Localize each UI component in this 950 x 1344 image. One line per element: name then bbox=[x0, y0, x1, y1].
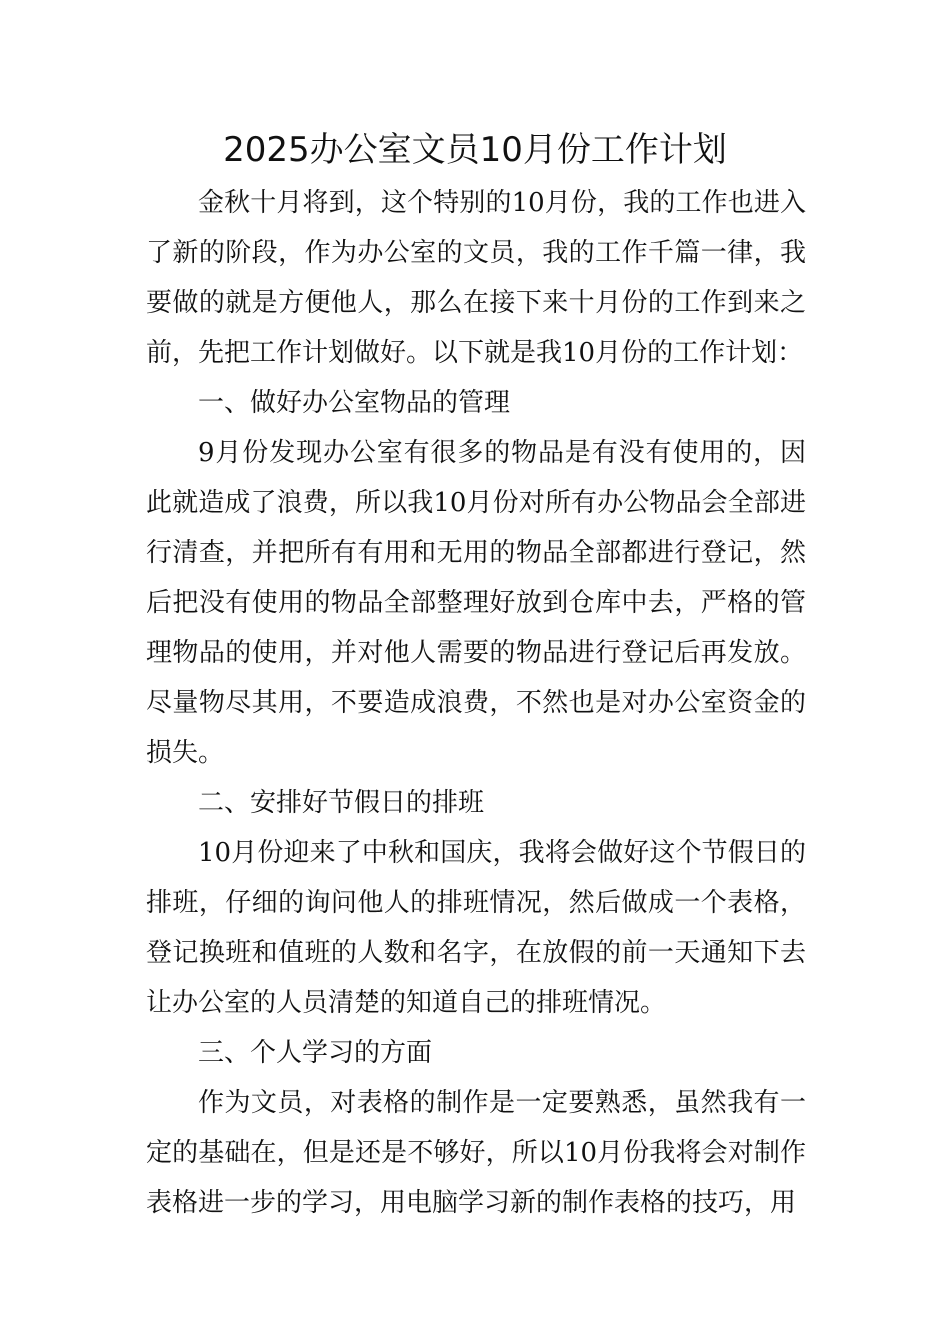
section-1-paragraph: 9月份发现办公室有很多的物品是有没有使用的，因此就造成了浪费，所以我10月份对所有办公物品会全部进行清查，并把所有有用和无用的物品全部都进行登记，然后把没有使用的物品全部整理好放到仓库中去，严格的管理物品的使用，并对他人需要的物品进行登记后再发放。尽量物尽其用，不要造成浪费，不然也是对办公室资金的损失。 bbox=[146, 438, 806, 768]
section-heading-1: 一、做好办公室物品的管理 bbox=[198, 388, 511, 418]
document-title: 2025办公室文员10月份工作计划 bbox=[223, 130, 727, 170]
section-heading-2: 二、安排好节假日的排班 bbox=[198, 788, 485, 818]
document-body bbox=[146, 178, 806, 1228]
intro-paragraph: 金秋十月将到，这个特别的10月份，我的工作也进入了新的阶段，作为办公室的文员，我的工作千篇一律，我要做的就是方便他人，那么在接下来十月份的工作到来之前，先把工作计划做好。以下就是我10月份的工作计划： bbox=[146, 188, 806, 368]
section-3-paragraph: 作为文员，对表格的制作是一定要熟悉，虽然我有一定的基础在，但是还是不够好，所以10月份我将会对制作表格进一步的学习，用电脑学习新的制作表格的技巧，用 bbox=[146, 1088, 806, 1218]
section-2-paragraph: 10月份迎来了中秋和国庆，我将会做好这个节假日的排班，仔细的询问他人的排班情况，然后做成一个表格，登记换班和值班的人数和名字，在放假的前一天通知下去让办公室的人员清楚的知道自己的排班情况。 bbox=[146, 838, 806, 1018]
section-heading-3: 三、个人学习的方面 bbox=[198, 1038, 433, 1068]
